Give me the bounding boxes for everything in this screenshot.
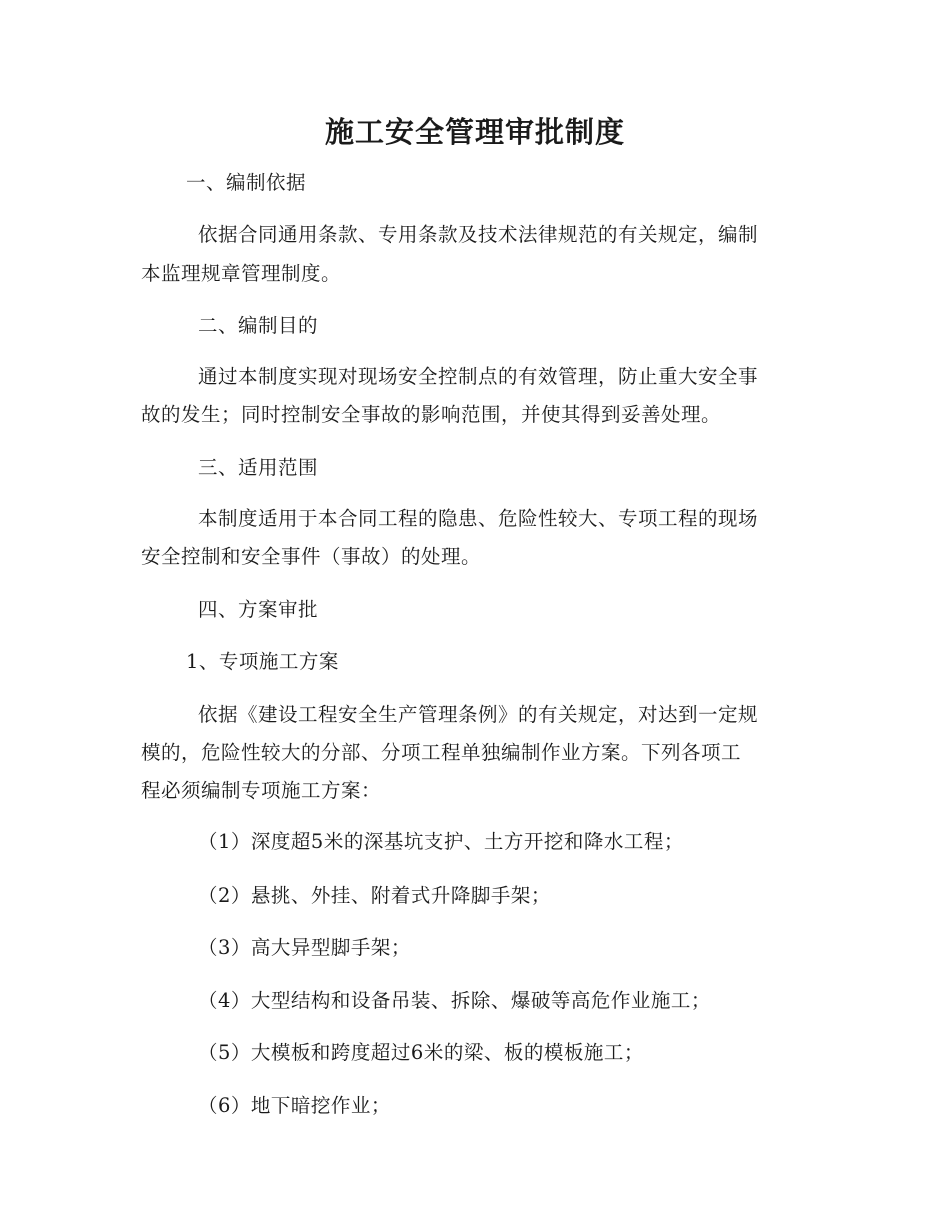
list-item: （1）深度超5米的深基坑支护、土方开挖和降水工程；: [198, 830, 684, 853]
paragraph-line: 模的，危险性较大的分部、分项工程单独编制作业方案。下列各项工: [141, 741, 742, 764]
list-item: （5）大模板和跨度超过6米的梁、板的模板施工；: [198, 1041, 644, 1064]
paragraph-line: 程必须编制专项施工方案：: [141, 779, 382, 802]
paragraph-line: 依据合同通用条款、专用条款及技术法律规范的有关规定，编制: [198, 223, 759, 246]
paragraph-line: 通过本制度实现对现场安全控制点的有效管理，防止重大安全事: [198, 365, 759, 388]
section-heading-purpose: 二、编制目的: [198, 314, 319, 337]
document-title: 施工安全管理审批制度: [324, 115, 625, 149]
section-heading-scope: 三、适用范围: [198, 456, 319, 479]
list-item: （3）高大异型脚手架；: [198, 936, 411, 959]
subsection-heading-special-plan: 1、专项施工方案: [186, 650, 339, 673]
paragraph-line: 依据《建设工程安全生产管理条例》的有关规定，对达到一定规: [198, 703, 759, 726]
section-heading-basis: 一、编制依据: [186, 171, 307, 194]
list-item: （4）大型结构和设备吊装、拆除、爆破等高危作业施工；: [198, 989, 711, 1012]
paragraph-line: 安全控制和安全事件（事故）的处理。: [141, 545, 482, 568]
section-heading-approval: 四、方案审批: [198, 598, 319, 621]
paragraph-line: 故的发生；同时控制安全事故的影响范围，并使其得到妥善处理。: [141, 403, 722, 426]
list-item: （2）悬挑、外挂、附着式升降脚手架；: [198, 884, 551, 907]
list-item: （6）地下暗挖作业；: [198, 1094, 391, 1117]
paragraph-line: 本制度适用于本合同工程的隐患、危险性较大、专项工程的现场: [198, 507, 759, 530]
paragraph-line: 本监理规章管理制度。: [141, 262, 342, 285]
